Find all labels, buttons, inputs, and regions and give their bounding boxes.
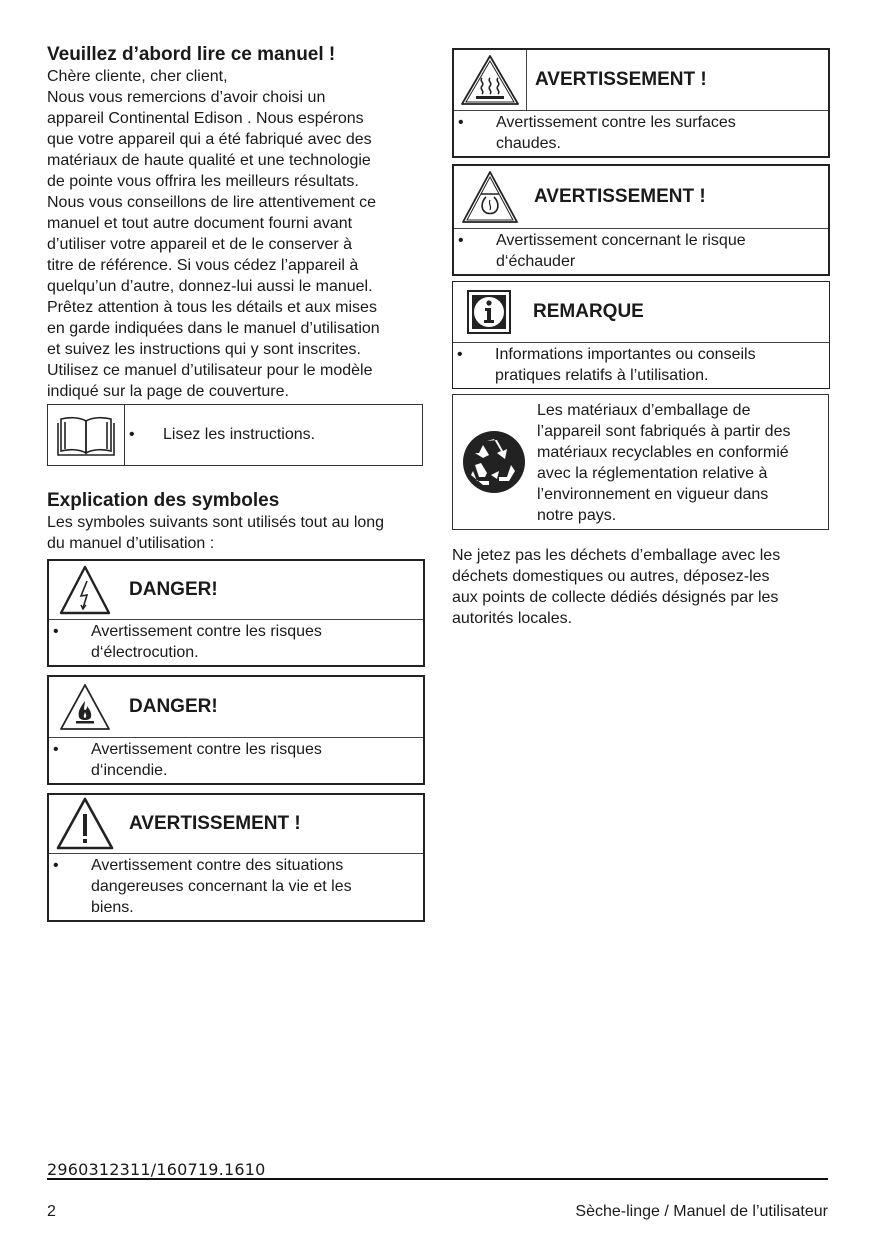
box-line: Avertissement contre des situations: [91, 857, 344, 874]
read-instructions-label: Lisez les instructions.: [163, 426, 316, 443]
box-line: biens.: [91, 899, 134, 916]
box-line: d‘électrocution.: [91, 644, 199, 661]
recycle-line: matériaux recyclables en conformié: [537, 444, 789, 461]
intro-line: quelqu’un d’autre, donnez-lui aussi le manuel.: [47, 278, 373, 295]
box-description: [496, 112, 828, 154]
disposal-line: aux points de collecte dédiés désignés par les: [452, 589, 779, 606]
danger-electric-box: [47, 559, 425, 667]
warning-general-box: [47, 793, 425, 922]
disposal-line: déchets domestiques ou autres, déposez-les: [452, 568, 770, 585]
danger-fire-box: [47, 675, 425, 785]
intro-line: indiqué sur la page de couverture.: [47, 383, 289, 400]
scald-hazard-icon: [454, 168, 526, 226]
bullet: •: [129, 426, 135, 443]
fire-hazard-icon: [49, 679, 121, 735]
intro-title: Veuillez d’abord lire ce manuel !: [47, 44, 336, 65]
box-line: Avertissement contre les risques: [91, 623, 322, 640]
intro-line: d’utiliser votre appareil et de le conserver à: [47, 236, 353, 253]
box-line: Informations importantes ou conseils: [495, 346, 756, 363]
recycle-line: avec la réglementation relative à: [537, 465, 768, 482]
disposal-paragraph: [452, 545, 832, 629]
box-line: Avertissement concernant le risque: [496, 232, 746, 249]
box-line: chaudes.: [496, 135, 561, 152]
intro-line: manuel et tout autre document fourni avant: [47, 215, 353, 232]
warning-hot-surface-box: [452, 48, 830, 158]
disposal-line: autorités locales.: [452, 610, 573, 627]
intro-line: Chère cliente, cher client,: [47, 68, 228, 85]
box-line: Avertissement contre les surfaces: [496, 114, 736, 131]
bullet: •: [458, 114, 464, 131]
box-label: DANGER!: [129, 579, 218, 600]
box-description: [91, 739, 423, 781]
note-info-box: [452, 281, 830, 389]
box-label: REMARQUE: [533, 301, 644, 322]
intro-line: en garde indiquées dans le manuel d’utilisation: [47, 320, 380, 337]
intro-line: titre de référence. Si vous cédez l’appareil à: [47, 257, 359, 274]
disposal-line: Ne jetez pas les déchets d’emballage avec les: [452, 547, 781, 564]
electric-hazard-icon: [49, 563, 121, 617]
bullet: •: [457, 346, 463, 363]
bullet: •: [53, 857, 59, 874]
box-label: AVERTISSEMENT !: [129, 813, 301, 834]
read-instructions-box: [47, 404, 423, 466]
intro-line: Prêtez attention à tous les détails et aux mises: [47, 299, 377, 316]
warning-exclamation-icon: [49, 796, 121, 852]
recycle-text: [535, 395, 828, 529]
info-icon: [453, 289, 525, 335]
box-label: DANGER!: [129, 696, 218, 717]
box-line: pratiques relatifs à l’utilisation.: [495, 367, 709, 384]
box-line: dangereuses concernant la vie et les: [91, 878, 352, 895]
document-number: 2960312311/160719.1610: [47, 1160, 266, 1179]
read-instructions-text: [125, 405, 422, 465]
footer-divider: [47, 1178, 828, 1180]
bullet: •: [53, 741, 59, 758]
recycle-line: notre pays.: [537, 507, 617, 524]
page-number: 2: [47, 1203, 56, 1220]
bullet: •: [53, 623, 59, 640]
recycle-icon: [453, 395, 535, 529]
intro-line: appareil Continental Edison . Nous espérons: [47, 110, 364, 127]
box-description: [495, 344, 829, 386]
recycle-box: [452, 394, 829, 530]
intro-line: que votre appareil qui a été fabriqué avec des: [47, 131, 372, 148]
intro-line: Nous vous remercions d’avoir choisi un: [47, 89, 326, 106]
box-description: [91, 855, 423, 918]
symbols-section: [47, 490, 427, 554]
symbols-title: Explication des symboles: [47, 490, 280, 511]
recycle-line: l’environnement en vigueur dans: [537, 486, 769, 503]
symbols-line: du manuel d’utilisation :: [47, 535, 215, 552]
intro-line: de pointe vous offrira les meilleurs résultats.: [47, 173, 359, 190]
box-description: [91, 621, 423, 663]
symbols-line: Les symboles suivants sont utilisés tout au long: [47, 514, 385, 531]
intro-line: et suivez les instructions qui y sont inscrites.: [47, 341, 361, 358]
footer-title: Sèche-linge / Manuel de l’utilisateur: [575, 1203, 828, 1220]
warning-scald-box: [452, 164, 830, 276]
intro-section: [47, 44, 425, 402]
recycle-line: Les matériaux d’emballage de: [537, 402, 751, 419]
recycle-line: l’appareil sont fabriqués à partir des: [537, 423, 791, 440]
book-icon: [48, 405, 125, 465]
box-line: Avertissement contre les risques: [91, 741, 322, 758]
intro-paragraph: [47, 66, 425, 402]
intro-line: matériaux de haute qualité et une technologie: [47, 152, 371, 169]
hot-surface-icon: [454, 50, 527, 110]
bullet: •: [458, 232, 464, 249]
box-description: [496, 230, 828, 272]
intro-line: Utilisez ce manuel d’utilisateur pour le modèle: [47, 362, 373, 379]
intro-line: Nous vous conseillons de lire attentivement ce: [47, 194, 377, 211]
box-line: d‘échauder: [496, 253, 576, 270]
box-line: d‘incendie.: [91, 762, 168, 779]
box-label: AVERTISSEMENT !: [535, 69, 707, 90]
box-label: AVERTISSEMENT !: [534, 186, 706, 207]
